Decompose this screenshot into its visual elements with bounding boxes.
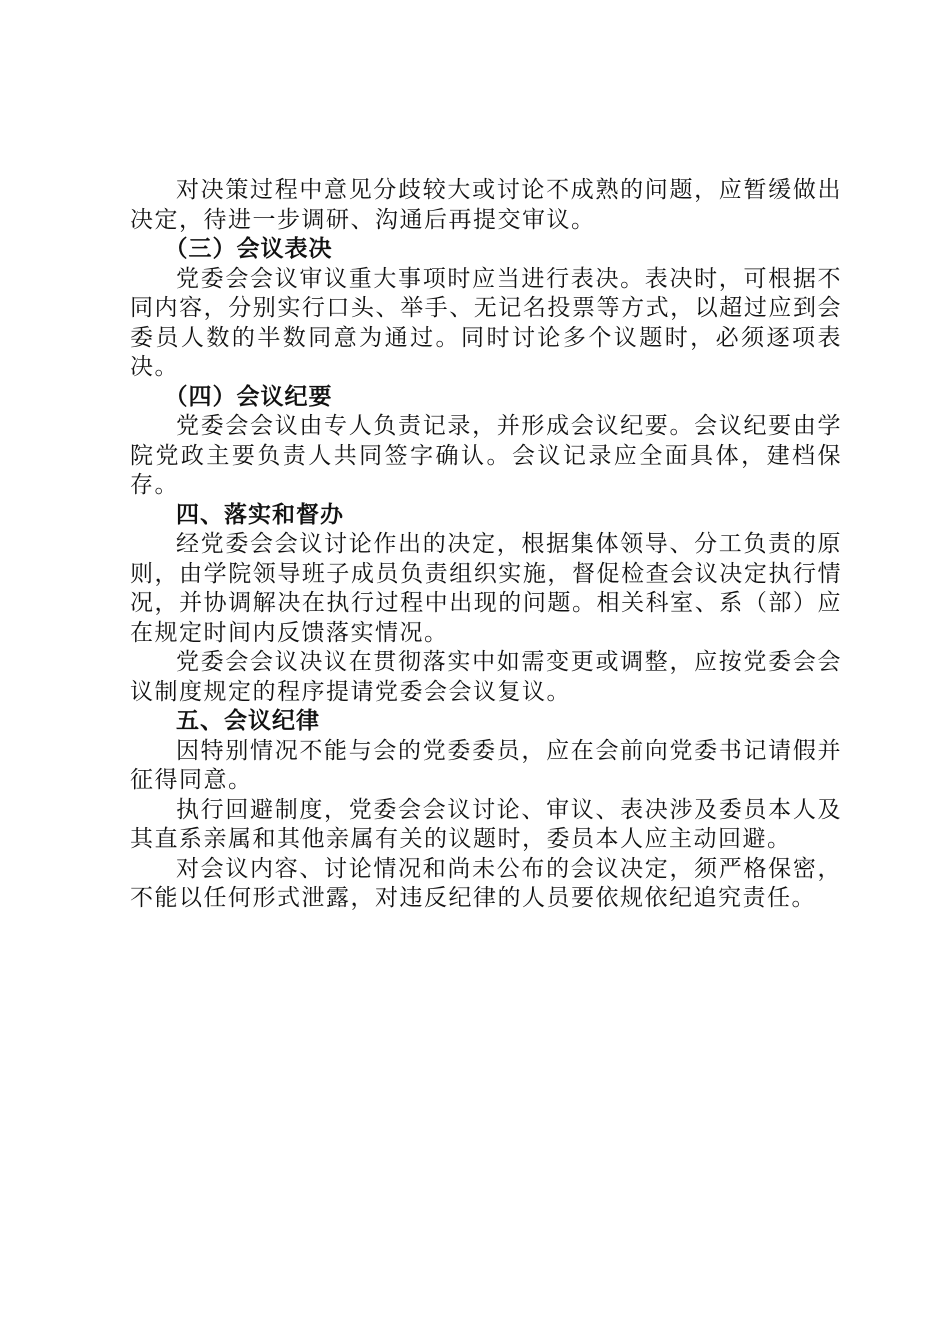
- paragraph-deferral: 对决策过程中意见分歧较大或讨论不成熟的问题，应暂缓做出决定，待进一步调研、沟通后再提交审议。: [130, 177, 842, 233]
- heading-meeting-vote: （三）会议表决: [164, 236, 333, 262]
- paragraph-discipline-3: 对会议内容、讨论情况和尚未公布的会议决定，须严格保密，不能以任何形式泄露，对违反纪律的人员要依规依纪追究责任。: [130, 855, 842, 911]
- paragraph-meeting-vote: 党委会会议审议重大事项时应当进行表决。表决时，可根据不同内容，分别实行口头、举手、无记名投票等方式，以超过应到会委员人数的半数同意为通过。同时讨论多个议题时，必须逐项表决。: [130, 265, 842, 380]
- paragraph-meeting-minutes: 党委会会议由专人负责记录，并形成会议纪要。会议纪要由学院党政主要负责人共同签字确认。会议记录应全面具体，建档保存。: [130, 413, 842, 498]
- paragraph-implementation-2: 党委会会议决议在贯彻落实中如需变更或调整，应按党委会会议制度规定的程序提请党委会会议复议。: [130, 649, 842, 705]
- heading-meeting-discipline: 五、会议纪律: [176, 708, 320, 734]
- heading-meeting-minutes: （四）会议纪要: [164, 383, 333, 410]
- paragraph-discipline-1: 因特别情况不能与会的党委委员，应在会前向党委书记请假并征得同意。: [130, 737, 842, 793]
- document-page: [130, 176, 842, 914]
- paragraph-implementation-1: 经党委会会议讨论作出的决定，根据集体领导、分工负责的原则，由学院领导班子成员负责组织实施，督促检查会议决定执行情况，并协调解决在执行过程中出现的问题。相关科室、系（部）应在规定时间内反馈落实情况。: [130, 531, 842, 646]
- heading-implementation: 四、落实和督办: [176, 501, 344, 528]
- paragraph-discipline-2: 执行回避制度，党委会会议讨论、审议、表决涉及委员本人及其直系亲属和其他亲属有关的议题时，委员本人应主动回避。: [130, 796, 842, 852]
